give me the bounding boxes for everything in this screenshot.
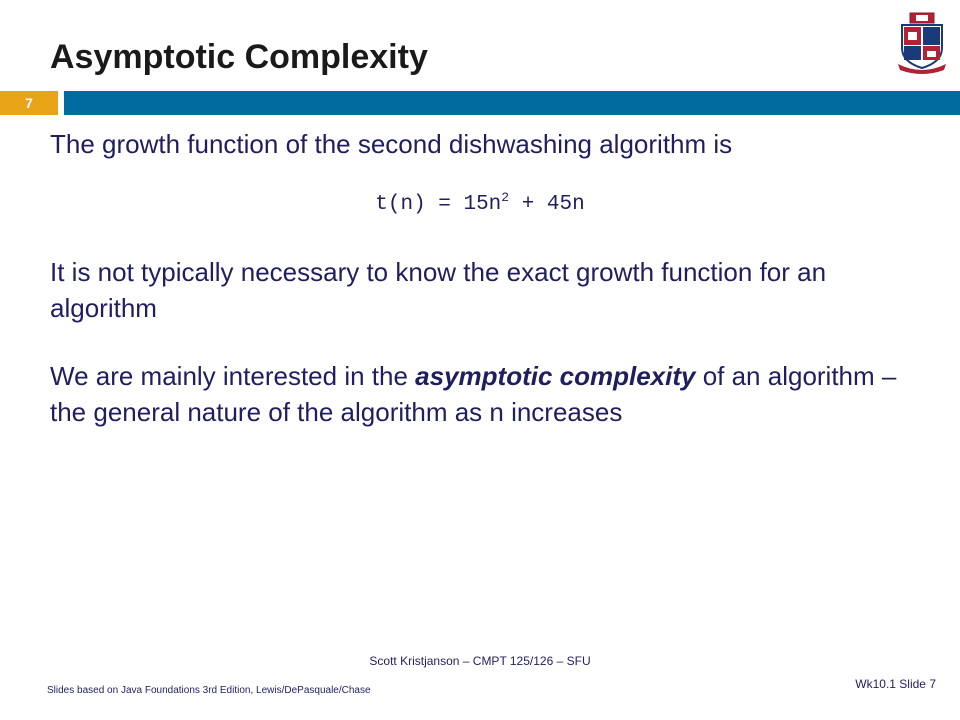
footer-slide-ref: Wk10.1 Slide 7 bbox=[855, 677, 936, 691]
crest-icon bbox=[896, 12, 948, 74]
slide-title: Asymptotic Complexity bbox=[50, 38, 428, 76]
footer-author: Scott Kristjanson – CMPT 125/126 – SFU bbox=[369, 654, 591, 668]
paragraph-not-necessary: It is not typically necessary to know the exact growth function for an algorithm bbox=[50, 257, 827, 323]
formula-base: t(n) = 15n bbox=[375, 193, 502, 216]
paragraph-asymptotic bbox=[50, 358, 930, 430]
slide-number-badge: 7 bbox=[0, 91, 58, 115]
asymptotic-text-after: of an algorithm – the general nature of the algorithm as n increases bbox=[50, 361, 897, 427]
formula-exponent: 2 bbox=[501, 190, 510, 205]
footer-source: Slides based on Java Foundations 3rd Edition, Lewis/DePasquale/Chase bbox=[47, 685, 371, 696]
growth-formula bbox=[0, 190, 960, 216]
asymptotic-text-before: We are mainly interested in the bbox=[50, 361, 416, 391]
header-accent-bar bbox=[64, 91, 960, 115]
asymptotic-emphasis: asymptotic complexity bbox=[415, 361, 696, 391]
formula-rest: + 45n bbox=[509, 193, 585, 216]
paragraph-growth-function: The growth function of the second dishwashing algorithm is bbox=[50, 129, 733, 159]
